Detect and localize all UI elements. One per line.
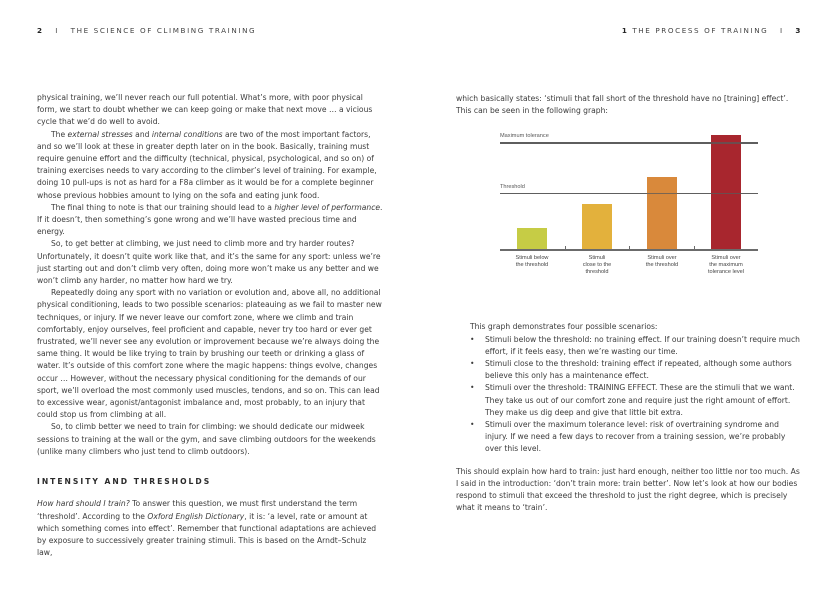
paragraph: The external stresses and internal conditions are two of the most important factors, and so we’ll look at these in greater depth later on in the book. Basically, training must require genuine effort and the difficulty (technical, physical, psychological, and so on) of training exercises needs to vary according to the climber’s level of training. For example, doing 10 pull-ups is not as hard for a F8a climber as it would be for a complete beginner whose previous hobbies amount to lying on the sofa and eating junk food. <box>37 129 377 200</box>
threshold-label: Threshold <box>500 183 525 190</box>
chapter-title: THE PROCESS OF TRAINING <box>632 26 769 35</box>
paragraph: So, to get better at climbing, we just need to climb more and try harder routes? Unfortunately, it doesn’t quite work like that, and it’s the same for any sport: unless we’re just starting out and don’t climb very often, doing more won’t make us any better and we won’t climb any harder, no matter how hard we try. <box>37 239 381 286</box>
bullet-icon: • <box>470 420 475 430</box>
bar <box>517 228 547 250</box>
threshold-bar-chart <box>456 127 804 297</box>
book-title: THE SCIENCE OF CLIMBING TRAINING <box>70 26 257 35</box>
axis-tick <box>629 246 630 250</box>
page-number-left: 2 <box>37 26 44 35</box>
list-item: • Stimuli close to the threshold: training effect if repeated, although some authors believe this only has a maintenance effect. <box>470 359 792 381</box>
paragraph: physical training, we’ll never reach our full potential. What’s more, with poor physical form, we start to doubt whether we can keep going or make that next move … a vicious cycle that we’d do well to avoid. <box>37 93 373 127</box>
list-item: • Stimuli over the maximum tolerance level: risk of overtraining syndrome and injury. If we need a few days to recover from a training session, we’re probably over this level. <box>470 420 786 454</box>
bar <box>647 177 677 249</box>
category-label: Stimuli over the threshold <box>645 255 679 268</box>
running-head-left <box>37 26 256 35</box>
category-label: Stimuli over the maximum tolerance level <box>707 255 745 275</box>
running-head-right <box>622 26 802 35</box>
axis-tick <box>694 246 695 250</box>
bullet-icon: • <box>470 383 475 393</box>
bar <box>711 135 741 250</box>
paragraph: So, to climb better we need to train for climbing: we should dedicate our midweek sessions to training at the wall or the gym, and save climbing outdoors for the weekends (unlike many climbers who just tend to climb outdoors). <box>37 422 376 456</box>
header-separator: I <box>55 26 59 35</box>
right-page <box>456 93 804 514</box>
scenario-list <box>456 334 804 456</box>
bar <box>582 204 612 250</box>
list-item: • Stimuli below the threshold: no training effect. If our training doesn’t require much effort, if it feels easy, then we’re wasting our time. <box>470 334 800 356</box>
category-label: Stimuli below the threshold <box>515 255 549 268</box>
list-intro: This graph demonstrates four possible scenarios: <box>470 322 658 332</box>
category-label: Stimuli close to the threshold <box>582 255 612 275</box>
page-number-right: 3 <box>795 26 802 35</box>
paragraph: This should explain how hard to train: just hard enough, neither too little nor too much. As I said in the introduction: ‘don’t train more: train better’. Now let’s look at how our bodies respond to stimuli that exceed the threshold to just the right degree, which is precisely what it means to ‘train’. <box>456 466 800 513</box>
left-page <box>37 92 383 559</box>
reference-line-overlay <box>500 142 758 144</box>
bullet-icon: • <box>470 359 475 369</box>
paragraph: which basically states: ‘stimuli that fall short of the threshold have no [training] effect’. This can be seen in the following graph: <box>456 94 789 116</box>
axis-tick <box>565 246 566 250</box>
paragraph: The final thing to note is that our training should lead to a higher level of performance. If it doesn’t, then something’s gone wrong and we’ll have wasted precious time and energy. <box>37 202 383 237</box>
paragraph: How hard should I train? To answer this question, we must first understand the term ‘threshold’. According to the Oxford English Dictionary, it is: ‘a level, rate or amount at which something comes into effect’. Remember that functional adaptations are achieved by exposure to successively greater training stimuli. This is based on the Arndt–Schulz law, <box>37 499 377 558</box>
list-item: • Stimuli over the threshold: TRAINING EFFECT. These are the stimuli that we want. They take us out of our comfort zone and require just the right amount of effort. They make us dig deep and give that little bit extra. <box>470 383 795 417</box>
reference-line-overlay <box>500 193 758 195</box>
maximum-tolerance-label: Maximum tolerance <box>500 133 549 140</box>
header-separator: I <box>780 26 784 35</box>
paragraph: Repeatedly doing any sport with no variation or evolution and, above all, no additional physical conditioning, leads to two possible scenarios: plateauing as we fail to master new techniques, or injury. If we never leave our comfort zone, where we climb and train comfortably, enjoy ourselves, feel proficient and capable, never try too hard or ever get frustrated, we’ll never see any evolution or improvement because we’re always doing the same thing. It would be like trying to train by brushing our teeth or drinking a glass of water. It’s outside of this comfort zone where the magic happens: things evolve, changes occur … However, without the necessary physical conditioning for the demands of our sport, we’ll overload the most commonly used muscles, tendons, and so on. This can lead to excessive wear, agonist/antagonist imbalance and, most probably, to an injury that could stop us from climbing at all. <box>37 288 382 420</box>
chapter-number: 1 <box>621 26 629 35</box>
section-heading: INTENSITY AND THRESHOLDS <box>37 477 212 487</box>
bullet-icon: • <box>470 334 475 344</box>
